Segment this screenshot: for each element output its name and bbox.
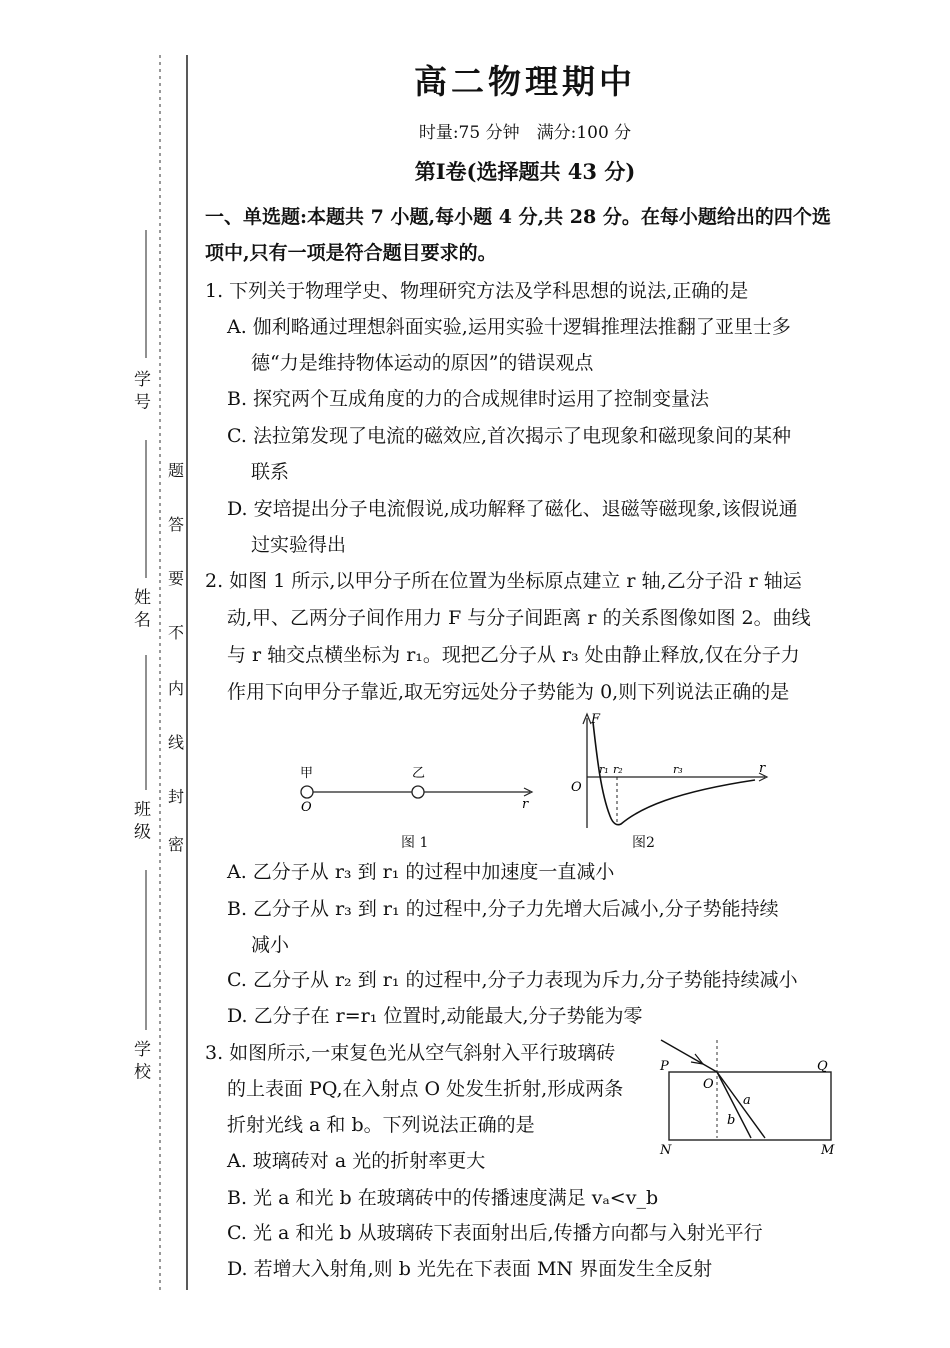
section-instruction: 项中,只有一项是符合题目要求的。: [205, 242, 497, 264]
q2-option-c: C. 乙分子从 r₂ 到 r₁ 的过程中,分子力表现为斥力,分子势能持续减小: [227, 969, 798, 991]
fig2-label-o: O: [571, 780, 582, 795]
seal-char: 要: [167, 569, 184, 588]
q1-option-d: 过实验得出: [251, 534, 347, 556]
name-field-label: 姓 名: [130, 588, 150, 628]
glass-label-q: Q: [817, 1059, 828, 1074]
seal-char: 内: [167, 679, 184, 698]
figure-2-caption: 图2: [632, 835, 655, 851]
glass-label-m: M: [821, 1143, 835, 1158]
glass-label-p: P: [660, 1059, 669, 1074]
fig1-label-yi: 乙: [412, 766, 426, 781]
glass-label-o: O: [703, 1077, 714, 1092]
volume-heading: 第Ⅰ卷(选择题共 43 分): [414, 159, 636, 184]
school-field-label: 学 校: [130, 1040, 150, 1080]
q3-option-d: D. 若增大入射角,则 b 光先在下表面 MN 界面发生全反射: [227, 1258, 713, 1280]
seal-char: 题: [167, 461, 184, 480]
exam-meta: 时量:75 分钟 满分:100 分: [418, 123, 632, 143]
binding-lines: [0, 0, 200, 1344]
exam-title: 高二物理期中: [414, 62, 636, 101]
q1-option-c: 联系: [251, 461, 290, 483]
q1-option-c: C. 法拉第发现了电流的磁效应,首次揭示了电现象和磁现象间的某种: [227, 425, 791, 447]
q3-stem: 折射光线 a 和 b。下列说法正确的是: [227, 1114, 535, 1136]
glass-label-n: N: [660, 1143, 672, 1158]
q3-option-c: C. 光 a 和光 b 从玻璃砖下表面射出后,传播方向都与入射光平行: [227, 1222, 763, 1244]
q2-stem: 2. 如图 1 所示,以甲分子所在位置为坐标原点建立 r 轴,乙分子沿 r 轴运: [205, 570, 802, 592]
fig1-label-o: O: [301, 800, 312, 815]
fig2-label-r2: r₂: [613, 763, 623, 776]
glass-label-a: a: [743, 1093, 751, 1108]
glass-label-b: b: [727, 1113, 736, 1128]
student-id-field-label: 学 号: [130, 370, 150, 410]
q2-stem: 作用下向甲分子靠近,取无穷远处分子势能为 0,则下列说法正确的是: [227, 681, 790, 703]
fig2-label-r3: r₃: [673, 763, 683, 776]
q1-option-a: 德“力是维持物体运动的原因”的错误观点: [251, 352, 594, 374]
class-field-label: 班 级: [130, 800, 150, 840]
q1-option-d: D. 安培提出分子电流假说,成功解释了磁化、退磁等磁现象,该假说通: [227, 498, 798, 520]
fig2-label-r: r: [759, 761, 766, 776]
q2-option-b: 减小: [251, 934, 290, 956]
q1-option-a: A. 伽利略通过理想斜面实验,运用实验十逻辑推理法推翻了亚里士多: [227, 316, 791, 338]
seal-char: 答: [167, 515, 184, 534]
fig1-label-r: r: [522, 797, 529, 812]
q3-stem: 的上表面 PQ,在入射点 O 处发生折射,形成两条: [227, 1078, 624, 1100]
q1-option-b: B. 探究两个互成角度的力的合成规律时运用了控制变量法: [227, 388, 710, 410]
q3-option-a: A. 玻璃砖对 a 光的折射率更大: [227, 1150, 486, 1172]
figure-1-caption: 图 1: [401, 835, 429, 851]
section-instruction: 一、单选题:本题共 7 小题,每小题 4 分,共 28 分。在每小题给出的四个选: [205, 206, 831, 228]
q2-stem: 动,甲、乙两分子间作用力 F 与分子间距离 r 的关系图像如图 2。曲线: [227, 607, 811, 629]
q3-stem: 3. 如图所示,一束复色光从空气斜射入平行玻璃砖: [205, 1042, 616, 1064]
q1-stem: 1. 下列关于物理学史、物理研究方法及学科思想的说法,正确的是: [205, 280, 749, 302]
q2-option-a: A. 乙分子从 r₃ 到 r₁ 的过程中加速度一直减小: [227, 861, 615, 883]
seal-char: 线: [167, 733, 184, 752]
q2-stem: 与 r 轴交点横坐标为 r₁。现把乙分子从 r₃ 处由静止释放,仅在分子力: [227, 644, 800, 666]
fig2-label-r1: r₁: [599, 763, 609, 776]
seal-char: 封: [167, 787, 184, 806]
q2-option-b: B. 乙分子从 r₃ 到 r₁ 的过程中,分子力先增大后减小,分子势能持续: [227, 898, 779, 920]
glass-brick-figure: [655, 1030, 845, 1160]
binding-margin: [0, 0, 200, 1344]
fig2-label-f: F: [591, 712, 601, 727]
seal-char: 密: [167, 835, 184, 854]
figure-1: [290, 760, 540, 820]
fig1-label-jia: 甲: [300, 766, 314, 781]
q3-option-b: B. 光 a 和光 b 在玻璃砖中的传播速度满足 vₐ<v_b: [227, 1187, 659, 1209]
seal-char: 不: [167, 623, 184, 642]
figure-2: [565, 708, 775, 833]
q2-option-d: D. 乙分子在 r=r₁ 位置时,动能最大,分子势能为零: [227, 1005, 643, 1027]
